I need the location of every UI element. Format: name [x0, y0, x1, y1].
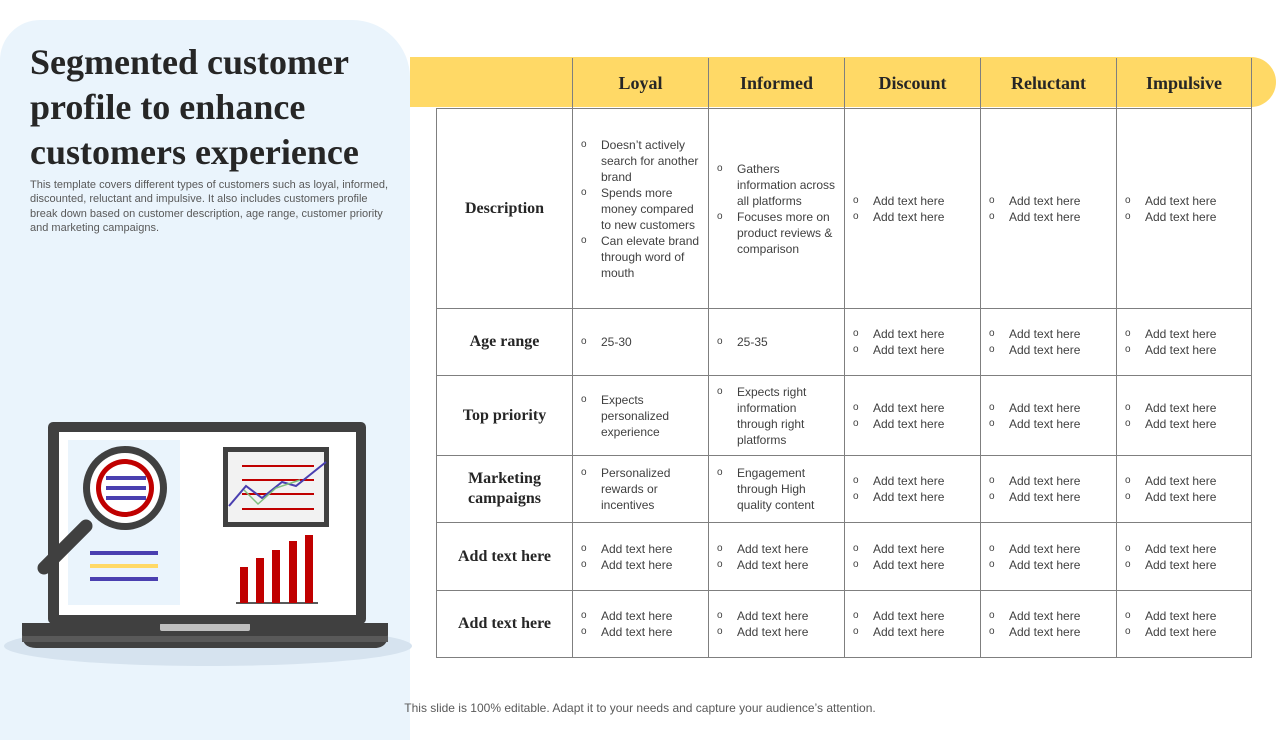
row-label: Top priority — [437, 376, 573, 456]
bullet-item: o Add text here — [1123, 400, 1243, 416]
table-row — [437, 309, 1252, 376]
table-header-row — [437, 58, 1252, 109]
table-cell — [1117, 109, 1252, 309]
bullet-item: o Add text here — [715, 541, 836, 557]
table-cell — [573, 456, 709, 523]
bullet-item: o Add text here — [1123, 541, 1243, 557]
bullet-item: o Add text here — [987, 557, 1108, 573]
bullet-item: o Gathers information across all platforms — [715, 161, 836, 209]
bullet-item: o Add text here — [1123, 608, 1243, 624]
table-row — [437, 591, 1252, 658]
column-header: Informed — [709, 58, 845, 109]
column-header: Loyal — [573, 58, 709, 109]
bullet-item: o Add text here — [715, 608, 836, 624]
bullet-item: o 25-35 — [715, 334, 836, 350]
bullet-item: o Add text here — [851, 608, 972, 624]
table-cell — [709, 456, 845, 523]
bullet-item: o Add text here — [579, 541, 700, 557]
header-corner — [437, 58, 573, 109]
table-cell — [1117, 591, 1252, 658]
bullet-item: o Add text here — [579, 624, 700, 640]
bullet-item: o Add text here — [579, 557, 700, 573]
bullet-item: o Add text here — [851, 342, 972, 358]
bullet-item: o Add text here — [987, 541, 1108, 557]
table-cell — [981, 523, 1117, 591]
table-cell — [709, 523, 845, 591]
customer-profile-table — [436, 58, 1252, 658]
row-label: Add text here — [437, 591, 573, 658]
table-cell — [845, 376, 981, 456]
slide-title: Segmented customer profile to enhance customers experience — [30, 42, 359, 172]
table-cell — [1117, 456, 1252, 523]
table-cell — [573, 591, 709, 658]
bullet-item: o Expects personalized experience — [579, 392, 700, 440]
bullet-item: o Engagement through High quality content — [715, 465, 836, 513]
bullet-item: o Add text here — [851, 326, 972, 342]
table-cell — [845, 109, 981, 309]
footer-text: This slide is 100% editable. Adapt it to your needs and capture your audience’s attention. — [404, 701, 876, 715]
table-cell — [845, 591, 981, 658]
row-label: Description — [437, 109, 573, 309]
table-cell — [845, 309, 981, 376]
table-row — [437, 523, 1252, 591]
bullet-item: o Add text here — [1123, 473, 1243, 489]
table-cell — [1117, 376, 1252, 456]
bullet-item: o Add text here — [1123, 624, 1243, 640]
bullet-item: o Add text here — [987, 400, 1108, 416]
bullet-item: o Add text here — [1123, 489, 1243, 505]
table-cell — [573, 376, 709, 456]
bullet-item: o Add text here — [987, 342, 1108, 358]
bullet-item: o Add text here — [851, 416, 972, 432]
bullet-item: o Add text here — [851, 209, 972, 225]
row-label: Marketing campaigns — [437, 456, 573, 523]
bullet-item: o Add text here — [579, 608, 700, 624]
bullet-item: o Add text here — [1123, 416, 1243, 432]
table-cell — [981, 376, 1117, 456]
footer-note — [0, 701, 1280, 715]
table-cell — [709, 591, 845, 658]
bullet-item: o Expects right information through right platforms — [715, 384, 836, 448]
laptop-illustration — [0, 410, 420, 680]
bullet-item: o Add text here — [987, 608, 1108, 624]
bullet-item: o Add text here — [987, 473, 1108, 489]
table-cell — [845, 456, 981, 523]
table-cell — [981, 456, 1117, 523]
bullet-item: o Add text here — [851, 489, 972, 505]
table-row — [437, 456, 1252, 523]
bullet-item: o Add text here — [987, 209, 1108, 225]
bullet-item: o Add text here — [987, 489, 1108, 505]
bullet-item: o Add text here — [1123, 209, 1243, 225]
table-cell — [1117, 309, 1252, 376]
bullet-item: o Add text here — [851, 400, 972, 416]
laptop-trackpad — [160, 623, 250, 631]
bullet-item: o Add text here — [1123, 557, 1243, 573]
bullet-item: o Can elevate brand through word of mouth — [579, 233, 700, 281]
laptop-base-highlight — [22, 636, 388, 642]
bullet-item: o Add text here — [851, 193, 972, 209]
bullet-item: o Add text here — [987, 624, 1108, 640]
bullet-item: o Add text here — [851, 624, 972, 640]
row-label: Add text here — [437, 523, 573, 591]
bullet-item: o Add text here — [851, 541, 972, 557]
table-cell — [981, 591, 1117, 658]
table-row — [437, 109, 1252, 309]
bullet-item: o Add text here — [715, 557, 836, 573]
bullet-item: o Doesn’t actively search for another brand — [579, 137, 700, 185]
bullet-item: o Add text here — [987, 326, 1108, 342]
bullet-item: o Add text here — [987, 193, 1108, 209]
bullet-item: o Add text here — [715, 624, 836, 640]
column-header: Impulsive — [1117, 58, 1252, 109]
bullet-item: o Add text here — [1123, 193, 1243, 209]
row-label: Age range — [437, 309, 573, 376]
bullet-item: o Add text here — [851, 557, 972, 573]
bullet-item: o Spends more money compared to new customers — [579, 185, 700, 233]
table-cell — [1117, 523, 1252, 591]
bullet-item: o Add text here — [851, 473, 972, 489]
table-cell — [981, 309, 1117, 376]
table-row — [437, 376, 1252, 456]
table-cell — [981, 109, 1117, 309]
table-cell — [709, 109, 845, 309]
table-cell — [573, 523, 709, 591]
bullet-item: o Personalized rewards or incentives — [579, 465, 700, 513]
column-header: Discount — [845, 58, 981, 109]
slide-subtitle: This template covers different types of customers such as loyal, informed, discounted, reluctant and impulsive. It also includes customers profile break down based on customer description, age range, customer priority and marketing campaigns. — [30, 179, 389, 234]
bullet-item: o Add text here — [1123, 342, 1243, 358]
line-chart-icon — [223, 447, 329, 527]
table-cell — [709, 309, 845, 376]
table-cell — [709, 376, 845, 456]
bullet-item: o Add text here — [987, 416, 1108, 432]
table-cell — [573, 109, 709, 309]
bullet-item: o Add text here — [1123, 326, 1243, 342]
table-cell — [573, 309, 709, 376]
table-cell — [845, 523, 981, 591]
bullet-item: o Focuses more on product reviews & comparison — [715, 209, 836, 257]
bullet-item: o 25-30 — [579, 334, 700, 350]
column-header: Reluctant — [981, 58, 1117, 109]
